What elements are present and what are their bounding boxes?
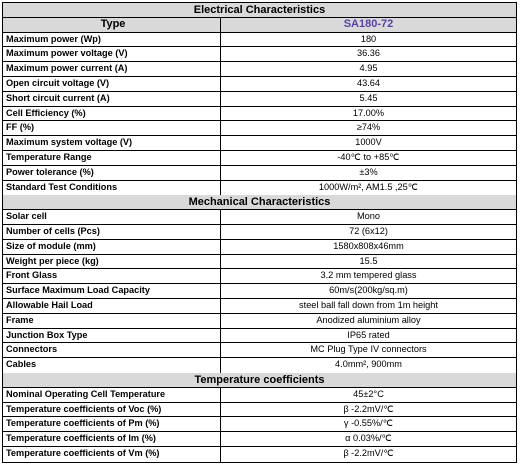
mechanical-row xyxy=(3,284,516,299)
temperature-section-title: Temperature coefficients xyxy=(3,373,516,388)
electrical-row-label: Maximum power voltage (V) xyxy=(3,47,221,61)
mechanical-row-label: Connectors xyxy=(3,343,221,357)
electrical-row-label: Short circuit current (A) xyxy=(3,92,221,106)
temperature-row-label: Temperature coefficients of Im (%) xyxy=(3,432,221,446)
electrical-rows xyxy=(3,33,516,196)
electrical-row-value: ≥74% xyxy=(356,122,381,133)
mechanical-row-value: Mono xyxy=(357,211,380,222)
mechanical-row-label: Front Glass xyxy=(3,269,221,283)
electrical-row-value: 5.45 xyxy=(359,92,378,103)
electrical-row-label: Standard Test Conditions xyxy=(3,181,221,196)
electrical-row xyxy=(3,47,516,62)
electrical-row-value: 36.36 xyxy=(357,48,380,59)
temperature-row xyxy=(3,432,516,447)
mechanical-row-value: 60m/s(200kg/sq.m) xyxy=(329,285,408,296)
mechanical-row xyxy=(3,269,516,284)
electrical-row xyxy=(3,166,516,181)
mechanical-row-label: Number of cells (Pcs) xyxy=(3,225,221,239)
type-row xyxy=(3,18,516,33)
mechanical-row-label: Size of module (mm) xyxy=(3,240,221,254)
temperature-row xyxy=(3,417,516,432)
temperature-row xyxy=(3,447,516,462)
electrical-row xyxy=(3,151,516,166)
electrical-row xyxy=(3,121,516,136)
electrical-row-value: -40℃ to +85℃ xyxy=(337,151,400,162)
mechanical-rows xyxy=(3,210,516,373)
electrical-row xyxy=(3,77,516,92)
mechanical-row-label: Weight per piece (kg) xyxy=(3,255,221,269)
electrical-row xyxy=(3,136,516,151)
mechanical-row-value: IP65 rated xyxy=(347,329,390,340)
electrical-row xyxy=(3,107,516,122)
electrical-row-label: Maximum system voltage (V) xyxy=(3,136,221,150)
mechanical-row-value: 72 (6x12) xyxy=(349,225,388,236)
mechanical-row-label: Surface Maximum Load Capacity xyxy=(3,284,221,298)
mechanical-row-value: steel ball fall down from 1m height xyxy=(299,299,438,310)
type-value: SA180-72 xyxy=(343,17,394,30)
type-label: Type xyxy=(3,18,221,32)
mechanical-row-label: Allowable Hail Load xyxy=(3,299,221,313)
mechanical-row-value: MC Plug Type IV connectors xyxy=(310,344,427,355)
spec-sheet xyxy=(2,2,517,463)
temperature-row xyxy=(3,403,516,418)
electrical-row xyxy=(3,92,516,107)
temperature-row-value: 45±2°C xyxy=(353,388,384,399)
electrical-row-value: 180 xyxy=(360,33,377,44)
mechanical-row xyxy=(3,329,516,344)
mechanical-row-value: 3.2 mm tempered glass xyxy=(320,270,417,281)
mechanical-row-value: 4.0mm², 900mm xyxy=(335,359,402,370)
mechanical-row xyxy=(3,299,516,314)
mechanical-row xyxy=(3,358,516,373)
mechanical-row xyxy=(3,255,516,270)
electrical-row-label: Maximum power (Wp) xyxy=(3,33,221,47)
temperature-row xyxy=(3,388,516,403)
electrical-row-label: FF (%) xyxy=(3,121,221,135)
mechanical-row-value: 15.5 xyxy=(359,255,378,266)
electrical-row-value: 4.95 xyxy=(359,63,378,74)
temperature-row-value: γ -0.55%/℃ xyxy=(343,418,394,429)
electrical-row xyxy=(3,33,516,48)
electrical-row-label: Power tolerance (%) xyxy=(3,166,221,180)
mechanical-row-value: Anodized aluminium alloy xyxy=(316,314,421,325)
temperature-row-label: Temperature coefficients of Voc (%) xyxy=(3,403,221,417)
electrical-row xyxy=(3,181,516,196)
mechanical-row xyxy=(3,210,516,225)
temperature-row-label: Temperature coefficients of Pm (%) xyxy=(3,417,221,431)
electrical-row-value: 43.64 xyxy=(357,77,380,88)
temperature-row-label: Nominal Operating Cell Temperature xyxy=(3,388,221,402)
electrical-row-label: Cell Efficiency (%) xyxy=(3,107,221,121)
electrical-row-value: 1000V xyxy=(355,137,382,148)
electrical-row-label: Temperature Range xyxy=(3,151,221,165)
electrical-row-label: Maximum power current (A) xyxy=(3,62,221,76)
electrical-row-value: ±3% xyxy=(359,166,378,177)
electrical-row-label: Open circuit voltage (V) xyxy=(3,77,221,91)
mechanical-row-label: Frame xyxy=(3,314,221,328)
electrical-row xyxy=(3,62,516,77)
electrical-row-value: 1000W/m², AM1.5 ,25℃ xyxy=(318,181,419,192)
mechanical-row xyxy=(3,314,516,329)
electrical-section-title: Electrical Characteristics xyxy=(3,3,516,18)
temperature-row-label: Temperature coefficients of Vm (%) xyxy=(3,447,221,462)
temperature-row-value: α 0.03%/℃ xyxy=(345,433,392,444)
mechanical-row xyxy=(3,240,516,255)
mechanical-row xyxy=(3,225,516,240)
mechanical-row-label: Junction Box Type xyxy=(3,329,221,343)
temperature-rows xyxy=(3,388,516,462)
mechanical-row xyxy=(3,343,516,358)
mechanical-section-title: Mechanical Characteristics xyxy=(3,195,516,210)
mechanical-row-value: 1580x808x46mm xyxy=(333,240,404,251)
temperature-row-value: β -2.2mV/℃ xyxy=(343,403,394,414)
electrical-row-value: 17.00% xyxy=(352,107,385,118)
mechanical-row-label: Cables xyxy=(3,358,221,373)
temperature-row-value: β -2.2mV/℃ xyxy=(343,447,394,458)
mechanical-row-label: Solar cell xyxy=(3,210,221,224)
